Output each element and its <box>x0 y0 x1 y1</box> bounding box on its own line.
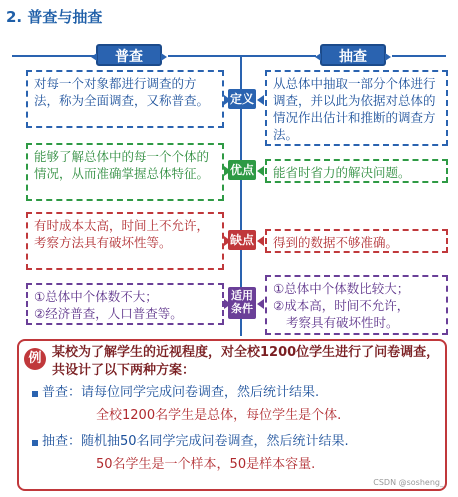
puca-advantage <box>26 143 224 201</box>
example-badge: 例 <box>24 348 46 370</box>
puca-disadvantage-text: 有时成本太高，时间上不允许，考察方法具有破坏性等。 <box>34 218 210 250</box>
header-line-mid <box>168 55 316 57</box>
chouca-definition-text: 从总体中抽取一部分个体进行调查，并以此为依据对总体的情况作出估计和推断的调查方法。 <box>273 76 436 142</box>
tag-disadvantage: 缺点 <box>228 230 256 250</box>
header-chouca: 抽查 <box>320 44 386 66</box>
section-title: 2. 普查与抽查 <box>6 8 103 26</box>
arrow-cond-right <box>257 299 264 309</box>
tag-definition: 定义 <box>228 89 256 109</box>
tag-advantage: 优点 <box>228 160 256 180</box>
bullet-puca <box>32 391 38 397</box>
chouca-advantage-text: 能省时省力的解决问题。 <box>273 165 411 180</box>
example-puca-line2: 全校1200名学生是总体，每位学生是个体. <box>96 408 342 423</box>
chouca-conditions <box>265 275 448 335</box>
puca-definition-text: 对每一个对象都进行调查的方法，称为全面调查，又称普查。 <box>34 76 210 108</box>
puca-condition-2: ②经济普查，人口普查等。 <box>34 306 183 321</box>
watermark: CSDN @sosheng_ <box>373 478 444 487</box>
tag-conditions-text: 适用条件 <box>231 289 253 315</box>
puca-condition-1: ①总体中个体数不大； <box>34 289 158 304</box>
puca-definition <box>26 70 224 128</box>
puca-disadvantage <box>26 212 224 270</box>
chouca-condition-2: ②成本高，时间不允许， <box>273 298 410 313</box>
arrow-adv-right <box>257 166 264 176</box>
chouca-condition-1: ①总体中个体数比较大； <box>273 281 410 296</box>
tag-conditions <box>228 287 256 319</box>
chouca-condition-3: 考察具有破坏性时。 <box>286 315 399 330</box>
example-chouca-line1: 抽查：随机抽50名同学完成问卷调查，然后统计结果. <box>42 434 349 449</box>
chouca-disadvantage-text: 得到的数据不够准确。 <box>273 235 399 250</box>
bullet-chouca <box>32 440 38 446</box>
header-line-right <box>392 55 446 57</box>
example-chouca-line2: 50名学生是一个样本，50是样本容量. <box>96 457 316 472</box>
header-puca: 普查 <box>96 44 162 66</box>
example-question: 某校为了解学生的近视程度，对全校1200位学生进行了问卷调查，共设计了以下两种方案： <box>52 345 440 378</box>
chouca-definition <box>265 70 448 146</box>
chouca-disadvantage <box>265 229 448 253</box>
arrow-dis-right <box>257 236 264 246</box>
chouca-advantage <box>265 159 448 183</box>
puca-conditions <box>26 283 224 325</box>
example-puca-line1: 普查：请每位同学完成问卷调查，然后统计结果. <box>42 385 320 400</box>
puca-advantage-text: 能够了解总体中的每一个个体的情况，从而准确掌握总体特征。 <box>34 149 210 181</box>
arrow-def-right <box>257 95 264 105</box>
